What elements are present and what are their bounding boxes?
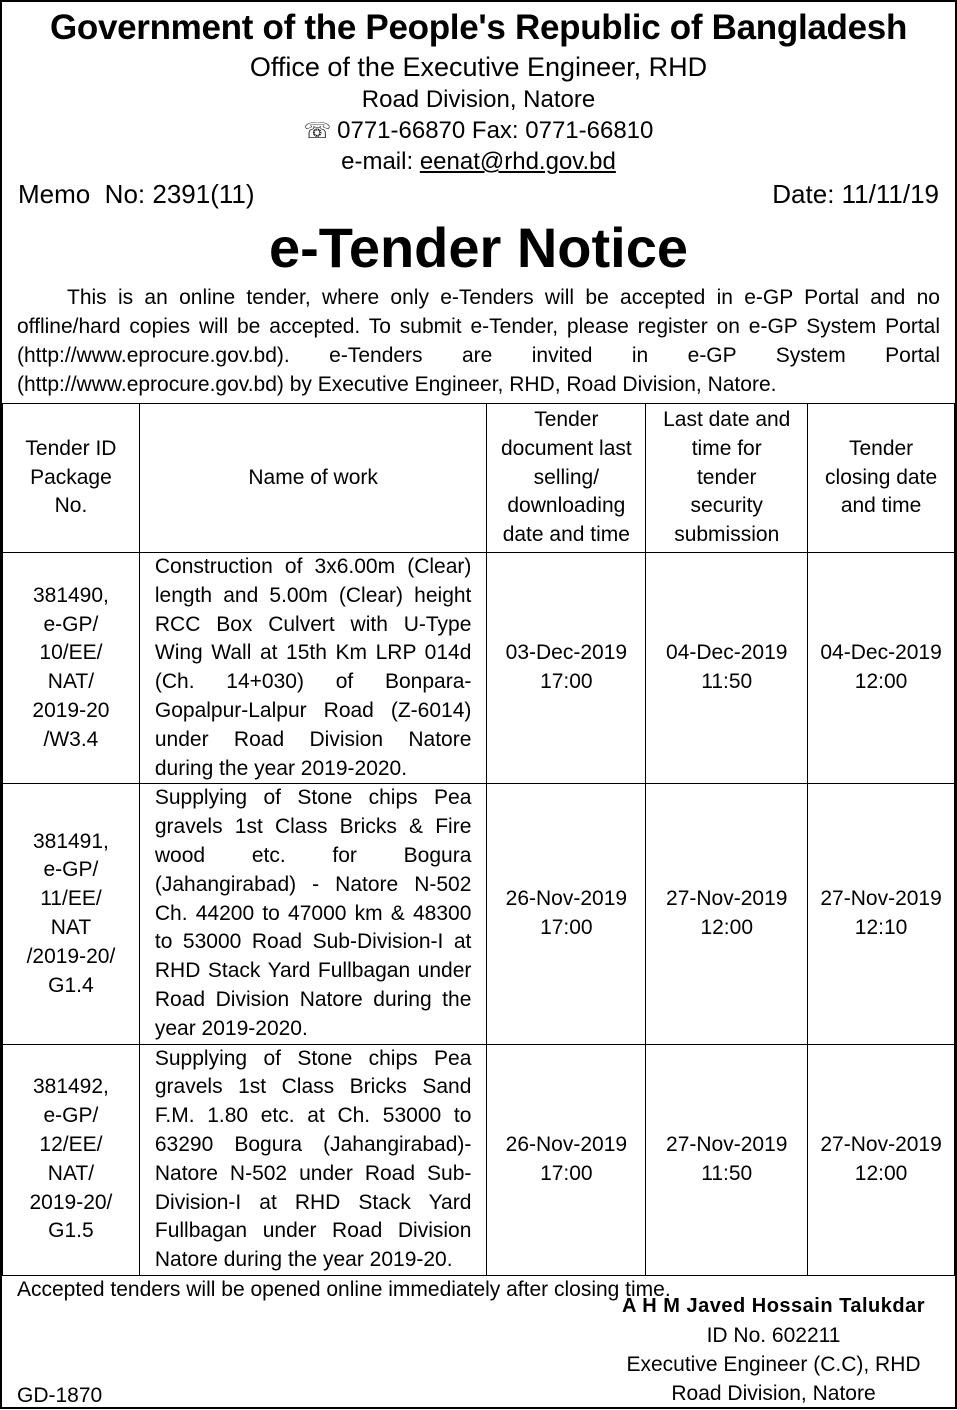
header-security-date: Last date and time for tender security submission bbox=[646, 404, 808, 553]
tender-id-cell: 381492, e-GP/ 12/EE/ NAT/ 2019-20/ G1.5 bbox=[3, 1044, 140, 1275]
government-title: Government of the People's Republic of Bangladesh bbox=[49, 8, 908, 47]
header-selling-date: Tender document last selling/ downloading date and time bbox=[487, 404, 646, 553]
closing-date-cell: 27-Nov-2019 12:10 bbox=[808, 784, 955, 1044]
signatory-id: ID No. 602211 bbox=[706, 1324, 841, 1347]
work-cell: Construction of 3x6.00m (Clear) length and 5.00m (Clear) height RCC Box Culvert with U-Type Wing Wall at 15th Km LRP 014d (Ch. 14+030) of Bonpara-Gopalpur-Lalpur Road (Z-6014) under Road Division Natore during the year 2019-2020. bbox=[139, 552, 487, 783]
phone-fax-line bbox=[2, 115, 955, 146]
email-label: e-mail: bbox=[341, 148, 420, 175]
tender-id-cell: 381490, e-GP/ 10/EE/ NAT/ 2019-20 /W3.4 bbox=[3, 552, 140, 783]
closing-date-cell: 04-Dec-2019 12:00 bbox=[808, 552, 955, 783]
signatory-designation: Executive Engineer (C.C), RHD bbox=[626, 1353, 921, 1376]
signatory-name: A H M Javed Hossain Talukdar bbox=[622, 1295, 925, 1317]
work-cell: Supplying of Stone chips Pea gravels 1st Class Bricks Sand F.M. 1.80 etc. at Ch. 53000 to 63290 Bogura (Jahangirabad)-Natore N-502 under Road Sub-Division-I at RHD Stack Yard Fullbagan under Road Division Natore during the year 2019-20. bbox=[139, 1044, 487, 1275]
signature-block bbox=[622, 1292, 925, 1408]
division-name: Road Division, Natore bbox=[361, 86, 596, 113]
email-line bbox=[2, 146, 955, 177]
office-name: Office of the Executive Engineer, RHD bbox=[249, 52, 708, 82]
security-date-cell: 04-Dec-2019 11:50 bbox=[646, 552, 808, 783]
table-row bbox=[3, 552, 955, 783]
table-header-row bbox=[3, 404, 955, 553]
security-date-cell: 27-Nov-2019 11:50 bbox=[646, 1044, 808, 1275]
security-date-cell: 27-Nov-2019 12:00 bbox=[646, 784, 808, 1044]
selling-date-cell: 03-Dec-2019 17:00 bbox=[487, 552, 646, 783]
closing-date-cell: 27-Nov-2019 12:00 bbox=[808, 1044, 955, 1275]
telephone-icon: ☏ bbox=[303, 118, 332, 143]
header-closing-date: Tender closing date and time bbox=[808, 404, 955, 553]
gd-number: GD-1870 bbox=[17, 1384, 103, 1407]
selling-date-cell: 26-Nov-2019 17:00 bbox=[487, 784, 646, 1044]
table-row bbox=[3, 784, 955, 1044]
table-row bbox=[3, 1044, 955, 1275]
intro-paragraph: This is an online tender, where only e-Tenders will be accepted in e-GP Portal and no offline/hard copies will be accepted. To submit e-Tender, please register on e-GP System Portal (http://www.eprocure.gov.bd). e-Tenders are invited in e-GP System Portal (http://www.eprocure.gov.bd) by Executive Engineer, RHD, Road Division, Natore. bbox=[17, 286, 940, 396]
memo-row bbox=[2, 177, 955, 211]
tender-id-cell: 381491, e-GP/ 11/EE/ NAT /2019-20/ G1.4 bbox=[3, 784, 140, 1044]
selling-date-cell: 26-Nov-2019 17:00 bbox=[487, 1044, 646, 1275]
header-tender-id: Tender ID Package No. bbox=[3, 404, 140, 553]
work-cell: Supplying of Stone chips Pea gravels 1st Class Bricks & Fire wood etc. for Bogura (Jahangirabad) - Natore N-502 Ch. 44200 to 47000 km & 48300 to 53000 Road Sub-Division-I at RHD Stack Yard Fullbagan under Road Division Natore during the year 2019-2020. bbox=[139, 784, 487, 1044]
phone-fax-text: 0771-66870 Fax: 0771-66810 bbox=[337, 117, 654, 144]
email-link[interactable]: eenat@rhd.gov.bd bbox=[419, 148, 616, 175]
signatory-office: Road Division, Natore bbox=[671, 1382, 876, 1405]
memo-date: Date: 11/11/19 bbox=[772, 179, 939, 209]
header-name-of-work: Name of work bbox=[139, 404, 487, 553]
tender-table bbox=[2, 403, 955, 1276]
notice-title: e-Tender Notice bbox=[268, 216, 689, 279]
memo-number: Memo No: 2391(11) bbox=[18, 179, 255, 209]
footer-note: Accepted tenders will be opened online immediately after closing time. bbox=[17, 1277, 671, 1301]
